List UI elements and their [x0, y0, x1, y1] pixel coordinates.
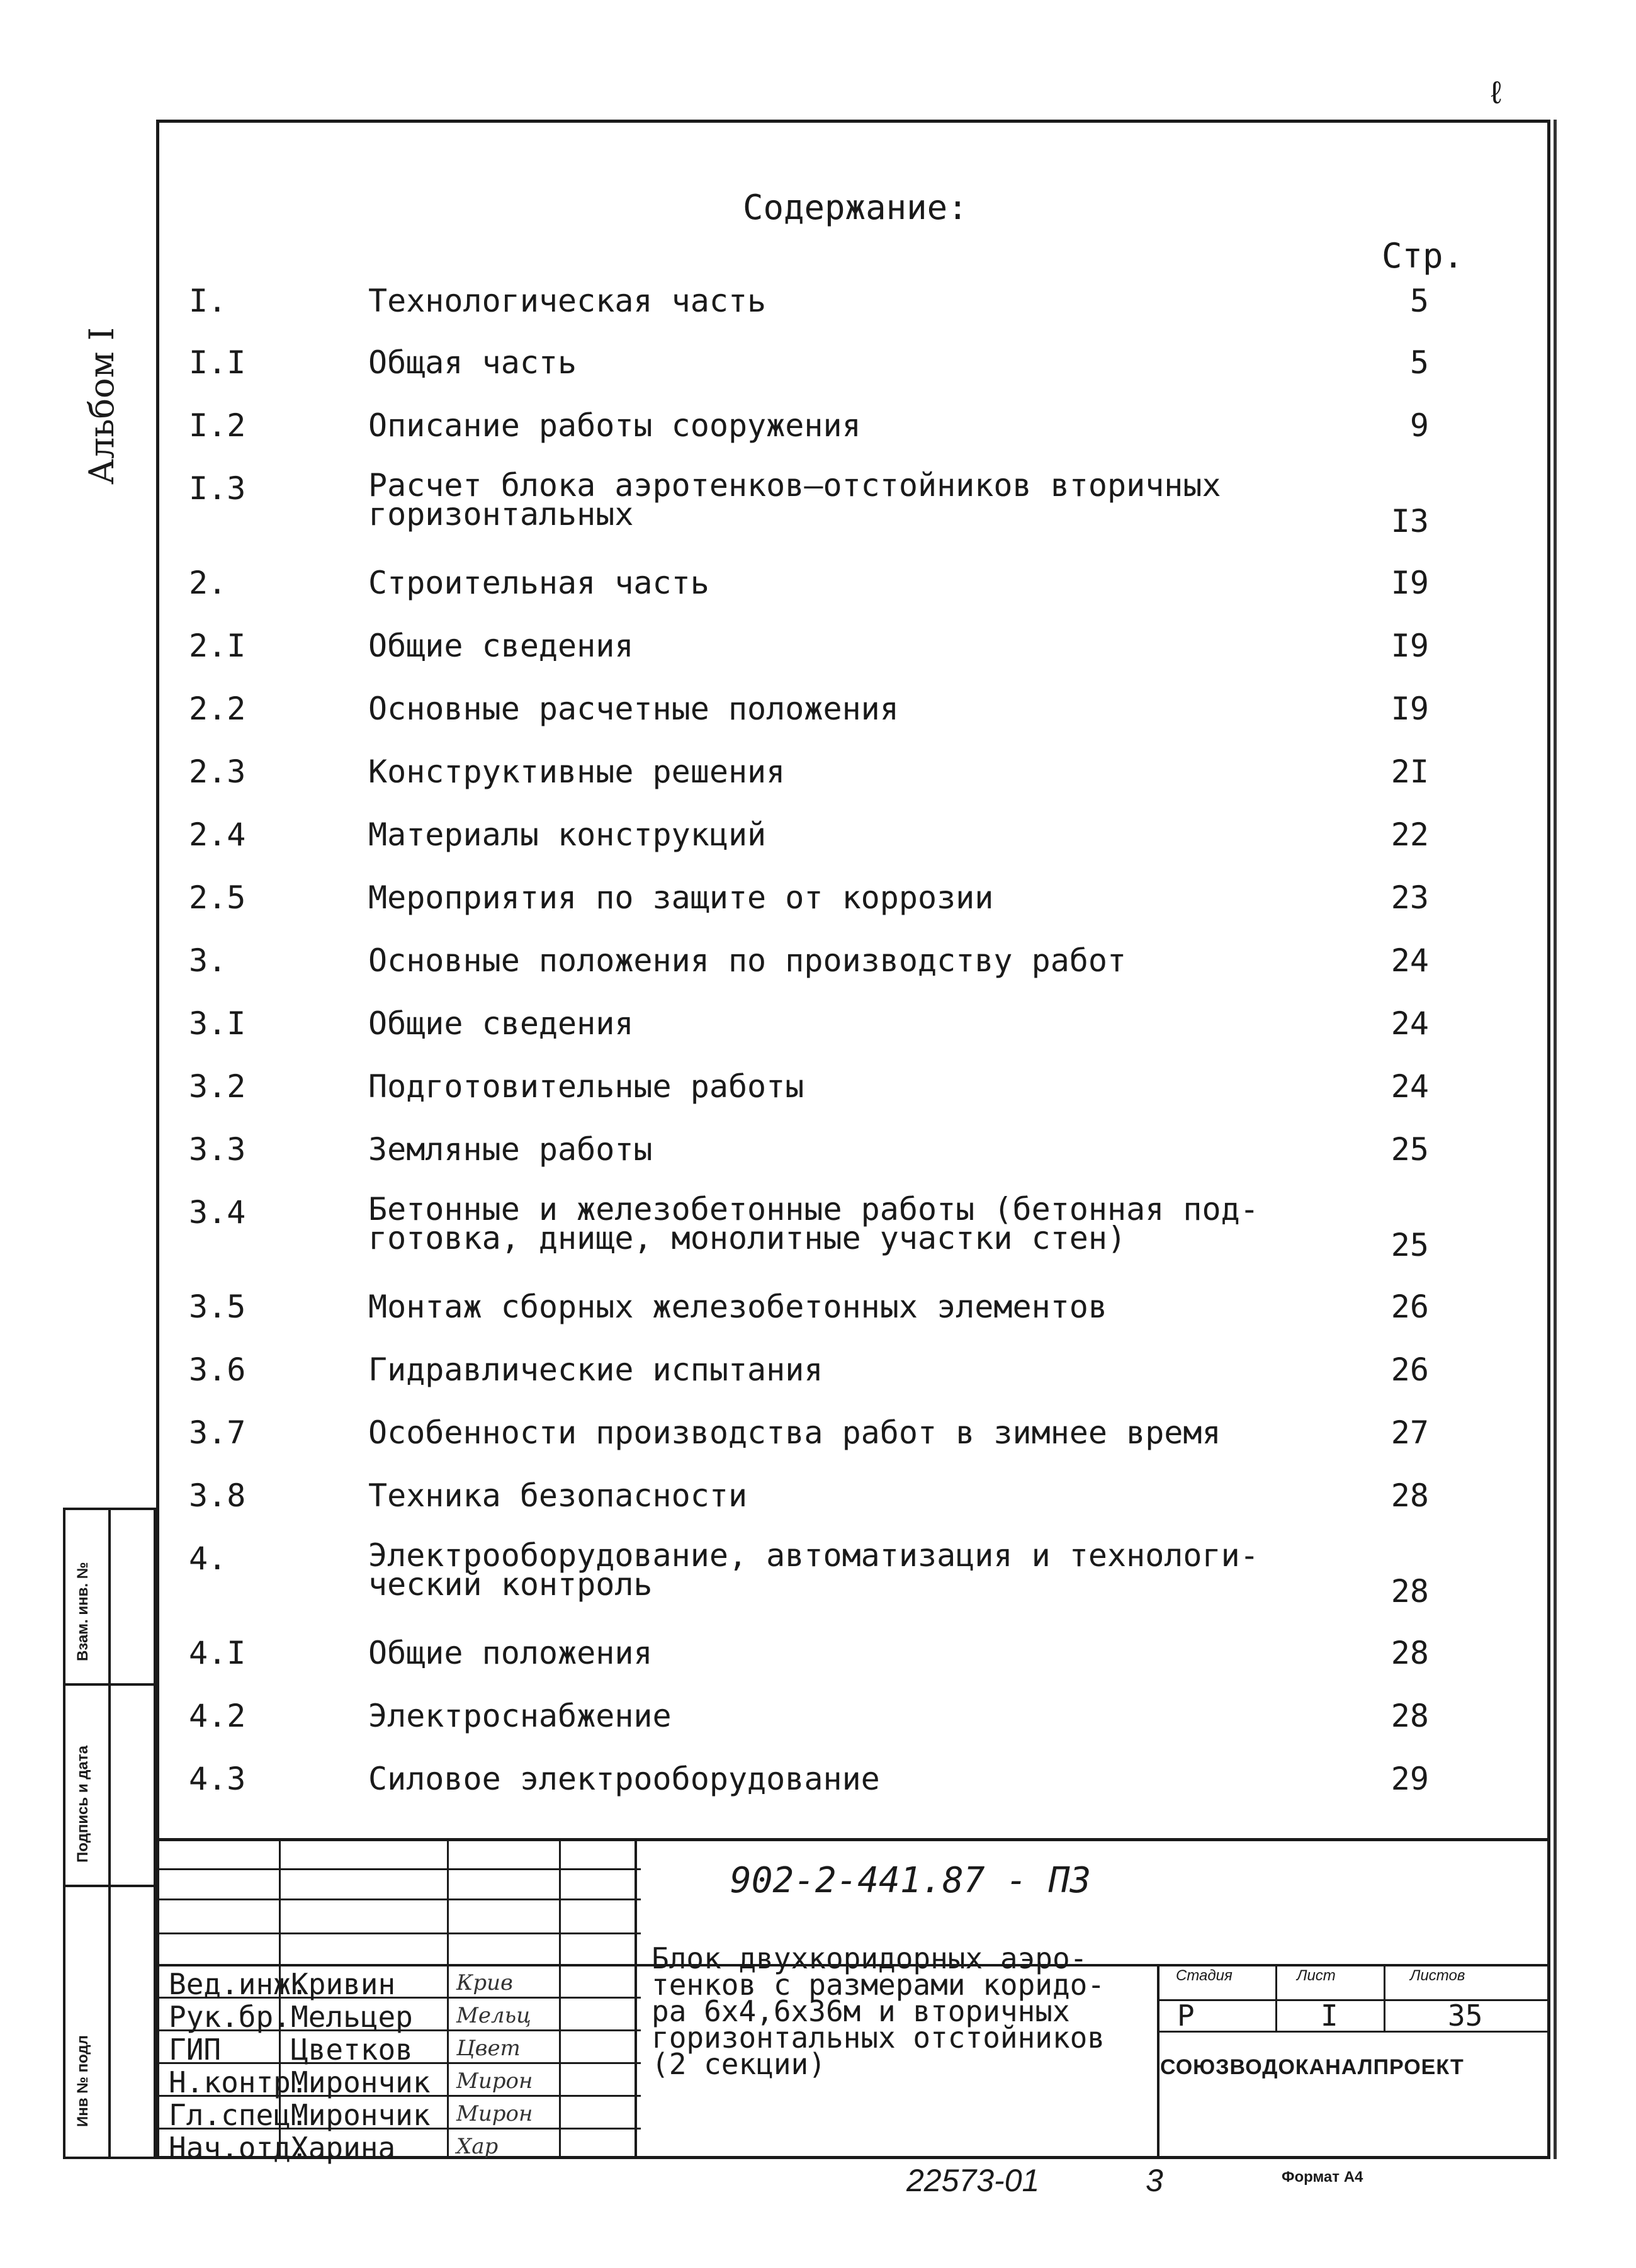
page-title: Содержание: — [743, 188, 968, 227]
toc-text: Материалы конструкций — [368, 816, 767, 853]
toc-number: I. — [189, 283, 227, 319]
toc-page: 25 — [1391, 1227, 1429, 1263]
stamp-line — [156, 1868, 641, 1870]
toc-page: 5 — [1409, 344, 1429, 381]
corner-mark: ℓ — [1487, 74, 1506, 111]
toc-number: 2.5 — [189, 879, 246, 916]
person-name: Мельцер — [291, 2000, 413, 2034]
toc-page: I9 — [1391, 565, 1429, 601]
toc-number: 3.I — [189, 1005, 246, 1042]
document-description: Блок двухкоридорных аэро- тенков с размерами коридо- ра 6х4,6х36м и вторичных горизонтальных отстойников (2 секции) — [652, 1941, 1105, 2081]
toc-number: I.3 — [189, 470, 246, 507]
sheets-label: Листов — [1410, 1967, 1465, 1984]
toc-page: 29 — [1391, 1761, 1429, 1797]
toc-text: Монтаж сборных железобетонных элементов — [368, 1289, 1107, 1325]
signature: Крив — [456, 1970, 513, 1995]
toc-page: 24 — [1391, 942, 1429, 979]
toc-item[interactable] — [0, 565, 1636, 628]
toc-number: 2.2 — [189, 691, 246, 727]
toc-item[interactable] — [0, 817, 1636, 880]
toc-item[interactable] — [0, 1537, 1636, 1623]
toc-number: 3.7 — [189, 1414, 246, 1451]
toc-page: 24 — [1391, 1068, 1429, 1105]
stamp-line — [1157, 1964, 1159, 2159]
toc-number: I.2 — [189, 407, 246, 444]
toc-item[interactable] — [0, 1006, 1636, 1069]
stamp-line — [1157, 2031, 1550, 2033]
toc-item[interactable] — [0, 1191, 1636, 1277]
toc-item[interactable] — [0, 691, 1636, 754]
toc-item[interactable] — [0, 754, 1636, 817]
toc-number: 2. — [189, 565, 227, 601]
person-name: Кривин — [291, 1967, 396, 2001]
toc-text: Основные положения по производству работ — [368, 942, 1127, 979]
toc-page: I9 — [1391, 628, 1429, 664]
toc-item[interactable] — [0, 1635, 1636, 1698]
page-column-label: Стр. — [1382, 236, 1464, 276]
toc-number: 3.4 — [189, 1194, 246, 1231]
stamp-line — [156, 1898, 641, 1900]
toc-text: Электрооборудование, автоматизация и технологи- ческий контроль — [368, 1537, 1259, 1603]
stamp-line — [1384, 1964, 1385, 2033]
toc-page: 22 — [1391, 816, 1429, 853]
person-name: Мирончик — [291, 2065, 431, 2099]
toc-number: 4.I — [189, 1635, 246, 1671]
side-stamp-divider — [65, 1683, 154, 1686]
stamp-line — [559, 1838, 561, 2159]
toc-page: 28 — [1391, 1477, 1429, 1514]
toc-number: 3.2 — [189, 1068, 246, 1105]
role-label: Вед.инж. — [169, 1967, 308, 2001]
replaced-inventory-label: Взам. инв. № — [74, 1562, 91, 1661]
toc-number: 3. — [189, 942, 227, 979]
toc-text: Строительная часть — [368, 565, 709, 601]
toc-text: Земляные работы — [368, 1131, 653, 1168]
toc-item[interactable] — [0, 1132, 1636, 1195]
footer-number: 22573-01 — [906, 2163, 1040, 2198]
toc-text: Подготовительные работы — [368, 1068, 804, 1105]
organization-name: СОЮЗВОДОКАНАЛПРОЕКТ — [1160, 2055, 1464, 2079]
footer-page: 3 — [1146, 2163, 1163, 2198]
toc-page: I3 — [1391, 503, 1429, 539]
toc-text: Мероприятия по защите от коррозии — [368, 879, 994, 916]
original-inventory-label: Инв № подл — [74, 2035, 91, 2127]
toc-text: Описание работы сооружения — [368, 407, 861, 444]
toc-page: 2I — [1391, 753, 1429, 790]
signature: Мирон — [456, 2101, 533, 2126]
toc-page: 26 — [1391, 1351, 1429, 1388]
album-label: Альбом I — [82, 327, 121, 485]
toc-text: Общие положения — [368, 1635, 653, 1671]
toc-number: 4.2 — [189, 1698, 246, 1734]
toc-page: 28 — [1391, 1635, 1429, 1671]
side-stamp-divider — [65, 1885, 154, 1887]
toc-text: Силовое электрооборудование — [368, 1761, 880, 1797]
toc-text: Общие сведения — [368, 628, 634, 664]
toc-page: 25 — [1391, 1131, 1429, 1168]
toc-number: 3.3 — [189, 1131, 246, 1168]
toc-item[interactable] — [0, 1761, 1636, 1824]
toc-item[interactable] — [0, 467, 1636, 553]
toc-page: 28 — [1391, 1573, 1429, 1610]
toc-item[interactable] — [0, 1289, 1636, 1352]
side-stamp-divider — [108, 1510, 111, 2157]
toc-item[interactable] — [0, 628, 1636, 691]
person-name: Цветков — [291, 2033, 413, 2067]
toc-text: Электроснабжение — [368, 1698, 672, 1734]
document-code: 902-2-441.87 - ПЗ — [730, 1860, 1092, 1901]
stamp-line — [1157, 1999, 1550, 2001]
person-name: Мирончик — [291, 2098, 431, 2132]
stamp-line — [156, 1932, 641, 1934]
stamp-line — [156, 1838, 1550, 1841]
toc-text: Особенности производства работ в зимнее время — [368, 1414, 1221, 1451]
toc-item[interactable] — [0, 1352, 1636, 1415]
toc-item[interactable] — [0, 943, 1636, 1006]
toc-text: Общая часть — [368, 344, 577, 381]
toc-item[interactable] — [0, 283, 1636, 346]
format-label: Формат А4 — [1282, 2169, 1363, 2186]
toc-text: Общие сведения — [368, 1005, 634, 1042]
role-label: Рук.бр. — [169, 2000, 291, 2034]
toc-text: Бетонные и железобетонные работы (бетонная под- готовка, днище, монолитные участки стен) — [368, 1191, 1259, 1256]
toc-item[interactable] — [0, 1415, 1636, 1478]
toc-text: Техника безопасности — [368, 1477, 748, 1514]
stamp-line — [447, 1838, 449, 2159]
toc-number: I.I — [189, 344, 246, 381]
toc-text: Расчет блока аэротенков–отстойников вторичных горизонтальных — [368, 467, 1221, 533]
toc-number: 2.4 — [189, 816, 246, 853]
toc-number: 2.3 — [189, 753, 246, 790]
toc-item[interactable] — [0, 1698, 1636, 1761]
signature: Цвет — [456, 2036, 521, 2061]
toc-page: 27 — [1391, 1414, 1429, 1451]
signature: Мельц — [456, 2003, 531, 2028]
sheet-value: I — [1321, 1999, 1338, 2033]
toc-number: 2.I — [189, 628, 246, 664]
sheet-label: Лист — [1297, 1967, 1336, 1984]
stamp-line — [1275, 1964, 1277, 2033]
toc-number: 4.3 — [189, 1761, 246, 1797]
toc-page: 9 — [1409, 407, 1429, 444]
toc-page: 5 — [1409, 283, 1429, 319]
toc-number: 3.8 — [189, 1477, 246, 1514]
toc-number: 3.6 — [189, 1351, 246, 1388]
toc-text: Основные расчетные положения — [368, 691, 899, 727]
toc-number: 4. — [189, 1540, 227, 1577]
role-label: Нач.отд. — [169, 2131, 308, 2165]
toc-item[interactable] — [0, 1069, 1636, 1132]
toc-page: 28 — [1391, 1698, 1429, 1734]
person-name: Харина — [291, 2131, 396, 2165]
toc-page: 26 — [1391, 1289, 1429, 1325]
toc-text: Технологическая часть — [368, 283, 767, 319]
toc-page: 23 — [1391, 879, 1429, 916]
side-stamp — [63, 1508, 156, 2159]
toc-text: Гидравлические испытания — [368, 1351, 823, 1388]
toc-item[interactable] — [0, 1478, 1636, 1541]
toc-item[interactable] — [0, 345, 1636, 408]
toc-page: I9 — [1391, 691, 1429, 727]
toc-page: 24 — [1391, 1005, 1429, 1042]
signature-date-label: Подпись и дата — [74, 1746, 91, 1863]
stage-value: Р — [1177, 1999, 1195, 2033]
toc-item[interactable] — [0, 880, 1636, 943]
stage-label: Стадия — [1176, 1967, 1233, 1984]
toc-item[interactable] — [0, 408, 1636, 471]
role-label: Н.контр. — [169, 2065, 308, 2099]
toc-text: Конструктивные решения — [368, 753, 786, 790]
signature: Мирон — [456, 2068, 533, 2094]
sheets-value: 35 — [1448, 1999, 1483, 2033]
stamp-line — [635, 1838, 637, 2159]
role-label: ГИП — [169, 2033, 222, 2067]
role-label: Гл.спец. — [169, 2098, 308, 2132]
signature: Хар — [456, 2134, 499, 2159]
toc-number: 3.5 — [189, 1289, 246, 1325]
